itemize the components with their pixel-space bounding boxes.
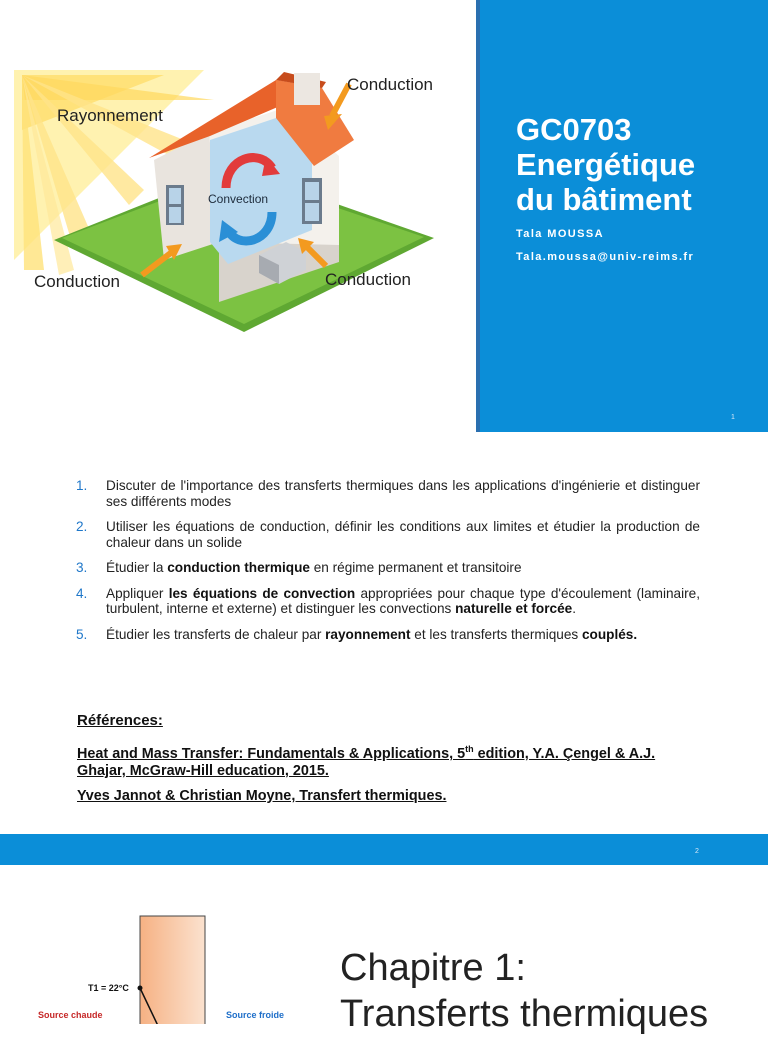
objective-text: Appliquer	[106, 585, 169, 601]
objective-text: Utiliser les équations de conduction, définir les conditions aux limites et étudier la production de chaleur dans un solide	[106, 519, 700, 550]
objective-number: 3.	[76, 560, 88, 575]
objective-number: 4.	[76, 585, 88, 601]
chapter-title	[340, 945, 708, 1037]
reference-cengel-rest: edition, Y.A. Çengel & A.J. Ghajar, McGraw-Hill education, 2015.	[77, 745, 656, 779]
chapter-name: Transferts thermiques	[340, 993, 709, 1035]
objective-keyword: naturelle et forcée	[455, 601, 573, 616]
label-rayonnement: Rayonnement	[57, 106, 163, 125]
author-email[interactable]: Tala.moussa@univ-reims.fr	[516, 251, 695, 263]
chapter-number: Chapitre 1:	[340, 947, 526, 989]
reference-cengel-sup: th	[465, 744, 474, 754]
wall-conduction-diagram	[0, 880, 330, 1024]
footer-bar	[0, 834, 768, 865]
objective-keyword: les équations de convection	[168, 585, 356, 601]
objective-number: 2.	[76, 519, 88, 534]
course-title	[516, 112, 756, 217]
objective-item	[76, 627, 700, 643]
objective-text: appropriées pour chaque type d'écoulement (laminaire, turbulent, interne et externe) et distinguer les convections	[106, 585, 700, 616]
label-conduction-roof: Conduction	[347, 75, 434, 94]
course-name-line1: Energétique	[516, 147, 696, 182]
references-heading: Références:	[77, 712, 163, 729]
objective-keyword: couplés.	[582, 626, 638, 642]
course-code: GC0703	[516, 112, 632, 147]
objective-text: en régime permanent et transitoire	[309, 560, 522, 575]
objective-text: Étudier la	[106, 560, 168, 575]
objective-item	[76, 586, 700, 617]
temperature-label: T1 = 22°C	[88, 983, 129, 993]
slide-number: 1	[731, 414, 735, 421]
objective-text: Discuter de l'importance des transferts thermiques dans les applications d'ingénierie et distinguer ses différents modes	[106, 478, 700, 509]
reference-cengel-text: Heat and Mass Transfer: Fundamentals & Applications, 5	[77, 745, 466, 762]
objective-item	[76, 519, 700, 550]
objectives-list	[76, 478, 700, 652]
course-name-line2: du bâtiment	[516, 182, 692, 217]
objective-number: 1.	[76, 478, 88, 493]
title-slide	[0, 0, 768, 432]
objective-text: Étudier les transferts de chaleur par	[106, 626, 326, 642]
hot-source-label: Source chaude	[38, 1010, 103, 1020]
label-convection: Convection	[208, 192, 269, 206]
objective-item	[76, 560, 700, 576]
label-conduction-right: Conduction	[325, 270, 412, 289]
panel-edge	[476, 0, 480, 432]
objective-text: et les transferts thermiques	[410, 626, 582, 642]
objective-keyword: conduction thermique	[167, 560, 310, 575]
slide-number: 2	[695, 848, 699, 855]
objective-keyword: rayonnement	[325, 626, 411, 642]
objective-text: .	[572, 601, 576, 616]
reference-jannot[interactable]: Yves Jannot & Christian Moyne, Transfert thermiques.	[77, 788, 447, 804]
label-conduction-left: Conduction	[34, 272, 121, 291]
objective-number: 5.	[76, 626, 88, 642]
author-name: Tala MOUSSA	[516, 228, 604, 240]
objective-item	[76, 478, 700, 509]
cold-source-label: Source froide	[226, 1010, 285, 1020]
reference-cengel[interactable]	[77, 741, 699, 780]
